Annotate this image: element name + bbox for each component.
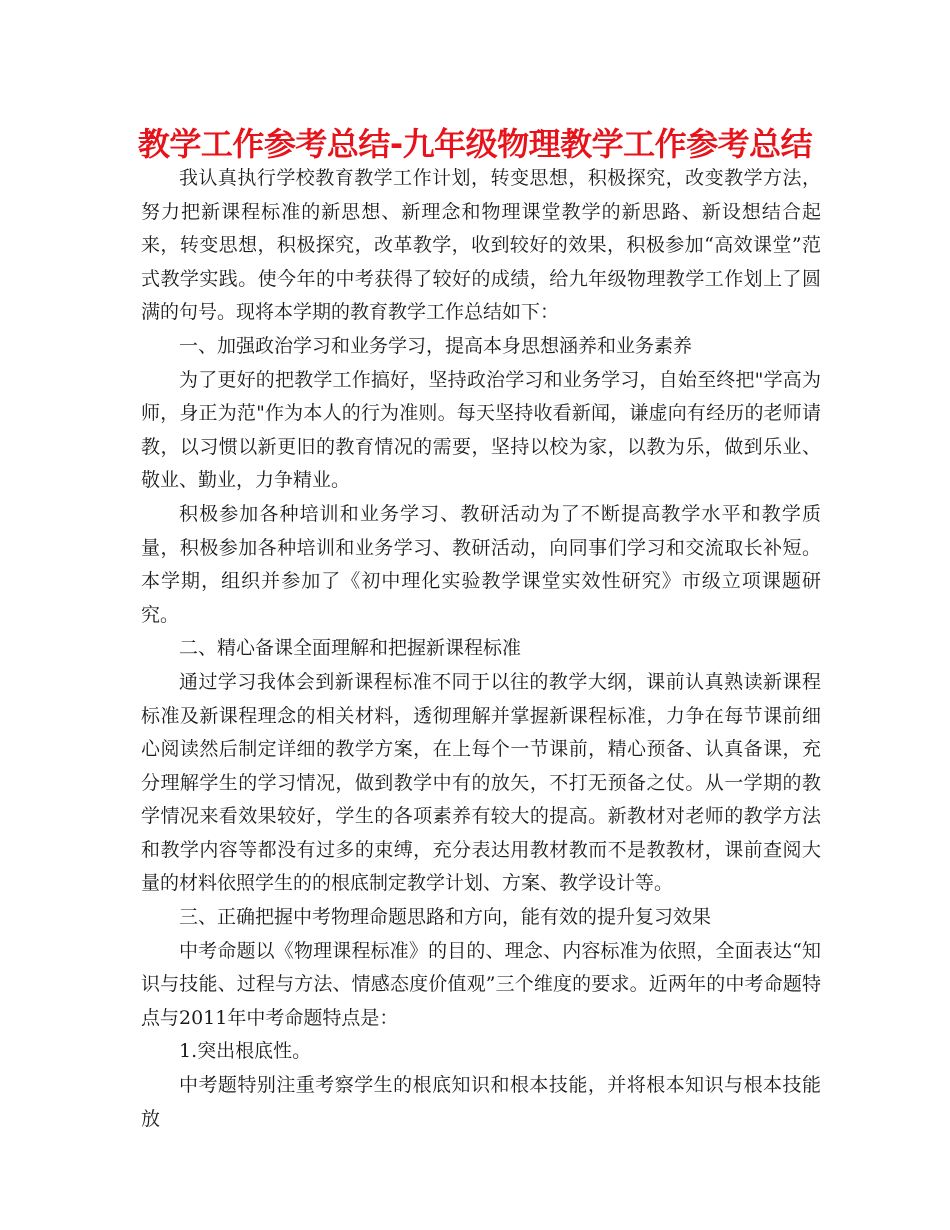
section-heading-1: 一、加强政治学习和业务学习，提高本身思想涵养和业务素养 (179, 334, 693, 357)
section-heading-3: 三、正确把握中考物理命题思路和方向，能有效的提升复习效果 (179, 906, 712, 929)
paragraph: 中考命题以《物理课程标准》的目的、理念、内容标准为依照，全面表达“知识与技能、过程与方法、情感态度价值观”三个维度的要求。近两年的中考命题特点与2011年中考命题特点是： (141, 939, 821, 1029)
paragraph-intro: 我认真执行学校教育教学工作计划，转变思想，积极探究，改变教学方法，努力把新课程标准的新思想、新理念和物理课堂教学的新思路、新设想结合起来，转变思想，积极探究，改革教学，收到较好的效果，积极参加“高效课堂”范式教学实践。使今年的中考获得了较好的成绩，给九年级物理教学工作划上了圆满的句号。现将本学期的教育教学工作总结如下： (141, 167, 821, 324)
paragraph: 为了更好的把教学工作搞好，坚持政治学习和业务学习，自始至终把"学高为师，身正为范"作为本人的行为准则。每天坚持收看新闻，谦虚向有经历的老师请教，以习惯以新更旧的教育情况的需要，坚持以校为家，以教为乐，做到乐业、敬业、勤业，力争精业。 (141, 368, 821, 492)
paragraph: 积极参加各种培训和业务学习、教研活动为了不断提高教学水平和教学质量，积极参加各种培训和业务学习、教研活动，向同事们学习和交流取长补短。本学期，组织并参加了《初中理化实验教学课堂实效性研究》市级立项课题研究。 (141, 502, 821, 626)
section-heading-2: 二、精心备课全面理解和把握新课程标准 (179, 637, 522, 660)
document-body (141, 162, 821, 1136)
document-title: 教学工作参考总结-九年级物理教学工作参考总结 (137, 125, 813, 163)
paragraph: 中考题特别注重考察学生的根底知识和根本技能，并将根本知识与根本技能放 (141, 1074, 821, 1130)
list-item-heading: 1.突出根底性。 (179, 1040, 312, 1063)
paragraph: 通过学习我体会到新课程标准不同于以往的教学大纲，课前认真熟读新课程标准及新课程理念的相关材料，透彻理解并掌握新课程标准，力争在每节课前细心阅读然后制定详细的教学方案，在上每个一节课前，精心预备、认真备课，充分理解学生的学习情况，做到教学中有的放矢，不打无预备之仗。从一学期的教学情况来看效果较好，学生的各项素养有较大的提高。新教材对老师的教学方法和教学内容等都没有过多的束缚，充分表达用教材教而不是教教材，课前查阅大量的材料依照学生的的根底制定教学计划、方案、教学设计等。 (141, 670, 821, 895)
